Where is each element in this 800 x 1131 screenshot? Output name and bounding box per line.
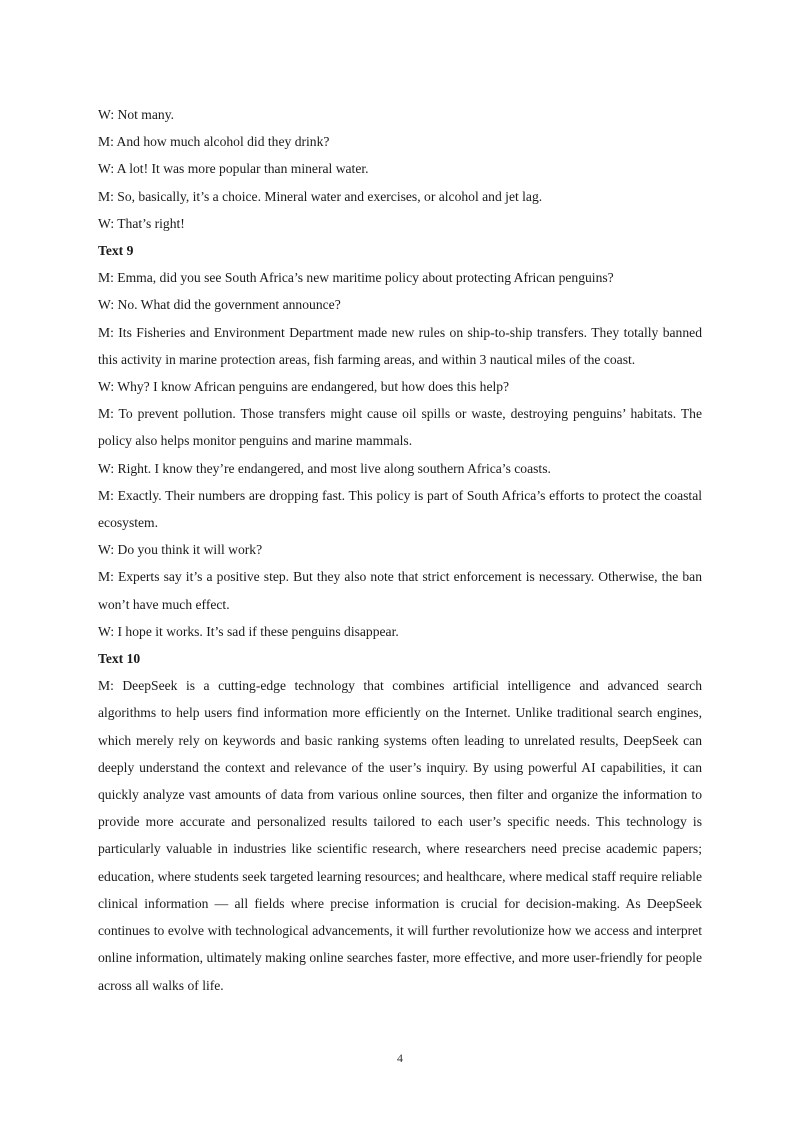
dialogue-line: M: So, basically, it’s a choice. Mineral water and exercises, or alcohol and jet lag.	[98, 188, 543, 204]
dialogue-line: M: Experts say it’s a positive step. But they also note that strict enforcement is necessary. Otherwise, the ban won’t have much effect.	[98, 569, 702, 612]
dialogue-line: W: A lot! It was more popular than mineral water.	[98, 161, 369, 177]
dialogue-line: W: Why? I know African penguins are endangered, but how does this help?	[98, 379, 510, 395]
page-number: 4	[397, 1051, 403, 1065]
dialogue-line: M: Exactly. Their numbers are dropping fast. This policy is part of South Africa’s efforts to protect the coastal ecosystem.	[98, 487, 702, 531]
dialogue-line: W: Not many.	[98, 107, 175, 122]
dialogue-line: W: That’s right!	[98, 215, 185, 231]
dialogue-line: W: Right. I know they’re endangered, and most live along southern Africa’s coasts.	[98, 460, 551, 476]
dialogue-line: M: To prevent pollution. Those transfers might cause oil spills or waste, destroying penguins’ habitats. The policy also helps monitor penguins and marine mammals.	[98, 406, 702, 449]
dialogue-line: M: And how much alcohol did they drink?	[98, 134, 330, 150]
dialogue-line: M: Emma, did you see South Africa’s new maritime policy about protecting African penguins?	[98, 270, 614, 286]
dialogue-line: M: Its Fisheries and Environment Department made new rules on ship-to-ship transfers. They totally banned this activity in marine protection areas, fish farming areas, and within 3 nautical miles of the coast.	[98, 324, 702, 367]
dialogue-line: W: No. What did the government announce?	[98, 297, 341, 313]
dialogue-line: W: I hope it works. It’s sad if these penguins disappear.	[98, 623, 399, 639]
monologue-paragraph: M: DeepSeek is a cutting-edge technology that combines artificial intelligence and advanced search algorithms to help users find information more efficiently on the Internet. Unlike traditional search engines, which merely rely on keywords and basic ranking systems often leading to unrelated results, DeepSeek can deeply understand the context and relevance of the user’s inquiry. By using powerful AI capabilities, it can quickly analyze vast amounts of data from various online sources, then filter and organize the information to provide more accurate and personalized results tailored to each user’s specific needs. This technology is particularly valuable in industries like scientific research, where researchers need precise academic papers; education, where students seek targeted learning resources; and healthcare, where medical staff require reliable clinical information — all fields where precise information is crucial for decision-making. As DeepSeek continues to evolve with technological advancements, it will further revolutionize how we access and interpret online information, ultimately making online searches faster, more effective, and more user-friendly for people across all walks of life.	[98, 678, 702, 993]
section-heading-text-10: Text 10	[98, 651, 141, 667]
document-page	[98, 101, 702, 999]
section-heading-text-9: Text 9	[98, 243, 134, 259]
dialogue-line: W: Do you think it will work?	[98, 542, 263, 558]
